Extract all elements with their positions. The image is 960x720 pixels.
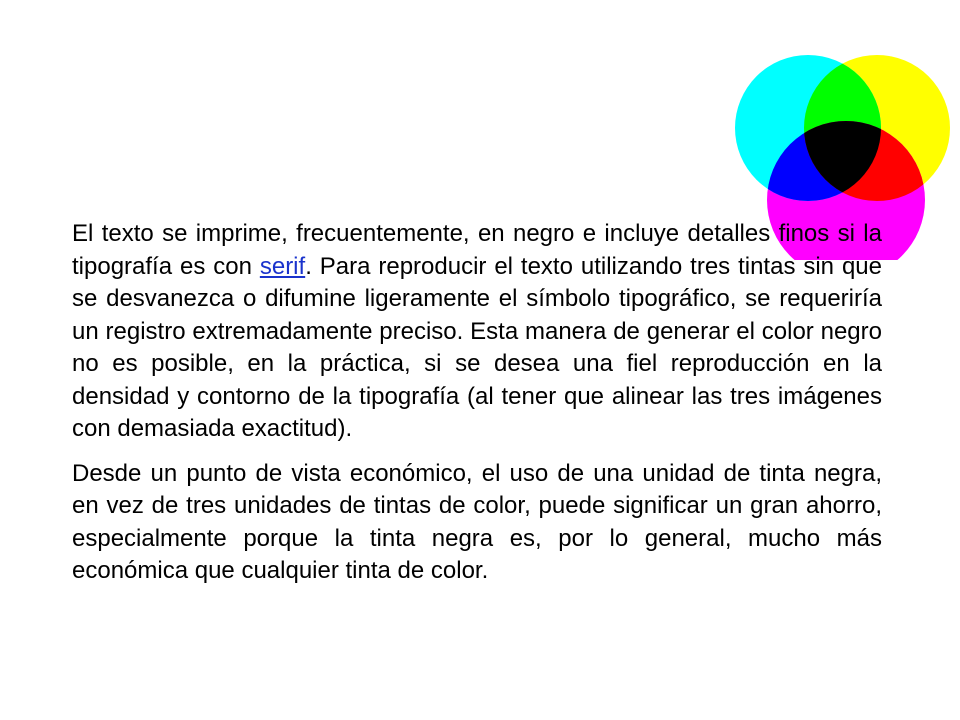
paragraph-2: Desde un punto de vista económico, el uso de una unidad de tinta negra, en vez de tres unidades de tintas de color, puede significar un gran ahorro, especialmente porque la tinta negra es, por lo general, mucho más económica que cualquier tinta de color.: [72, 459, 882, 584]
body-text: [72, 218, 882, 588]
paragraph-1-text-before-link: El texto se imprime, frecuentemente, en negro e incluye detalles finos si la tipografía es con: [72, 220, 882, 280]
paragraph-1-text-after-link: . Para reproducir el texto utilizando tres tintas sin que se desvanezca o difumine ligeramente el símbolo tipográfico, se requeriría un registro extremadamente preciso. Esta manera de generar el color negro no es posible, en la práctica, si se desea una fiel reproducción en la densidad y contorno de la tipografía (al tener que alinear las tres imágenes con demasiada exactitud).: [72, 252, 882, 442]
paragraph-1: [72, 218, 882, 446]
serif-link[interactable]: serif: [259, 252, 306, 280]
